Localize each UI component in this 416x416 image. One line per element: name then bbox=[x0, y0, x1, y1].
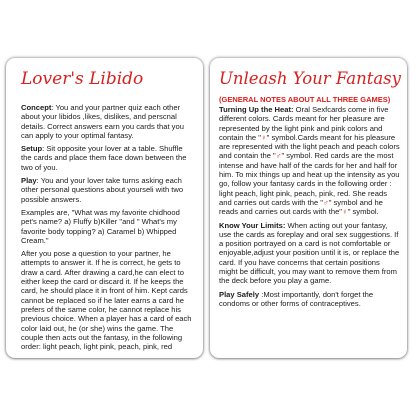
heat-text-2: " symbol.Cards meant for his pleasure are represented with the light peach and peach colors and contain the " bbox=[219, 132, 400, 161]
play-paragraph bbox=[21, 176, 195, 204]
female-symbol-icon: ♀ bbox=[260, 132, 267, 142]
male-symbol-icon: ♂ bbox=[323, 197, 329, 207]
setup-paragraph bbox=[21, 144, 195, 172]
turning-up-heat-paragraph bbox=[219, 105, 400, 217]
setup-text: : Sit opposite your lover at a table. Shuffle the cards and place them face down between the two of you. bbox=[21, 144, 187, 172]
play-label: Play bbox=[21, 176, 37, 186]
limits-label: Know Your Limits: bbox=[219, 220, 286, 230]
setup-label: Setup bbox=[21, 144, 43, 154]
heat-label: Turning Up the Heat: bbox=[219, 105, 294, 114]
play-safely-text: :Most importantly, don't forget the condoms or other forms of contraceptives. bbox=[219, 289, 374, 308]
limits-text: When acting out your fantasy, use the cards as foreplay and oral sex suggestions. If a position portrayed on a card is not comfortable or enjoyable,adjust your position until it is, or replace the card. If you have concerns that certain positions might be difficult, you may want to remove them from the deck before you play a game. bbox=[219, 220, 400, 286]
female-symbol-icon: ♀ bbox=[342, 207, 348, 217]
examples-text: Examples are, "What was my favorite chidhood pet's name? a) Fluffy b)Killer "and " What's my favorite body topping? a) Caramel b) Whipped Cream." bbox=[21, 207, 180, 245]
heat-text-4: " symbol and he reads and carries out cards with the" bbox=[219, 197, 383, 217]
concept-text: : You and your partner quiz each other about your libidos ,likes, dislikes, and perscnal details. Correct answers earn you cards that you can apply to your optimal fantasy. bbox=[21, 103, 184, 140]
card-title: Unleash Your Fantasy bbox=[219, 69, 401, 88]
know-your-limits-paragraph bbox=[219, 221, 400, 286]
concept-label: Concept bbox=[21, 103, 52, 112]
unleash-your-fantasy-card bbox=[210, 58, 407, 358]
play-text: : You and your lover take turns asking each other personal questions about yourseli with two possible answers. bbox=[21, 176, 184, 204]
card-title: Lover's Libido bbox=[21, 69, 144, 89]
heat-text-5: " symbol. bbox=[347, 207, 379, 217]
lovers-libido-card bbox=[6, 58, 203, 358]
rules-text: After you pose a question to your partner, he attempts to answer it. If he is correct, he gets to draw a card. After drawing a card,he can elect to either keep the card or discard it. If he keeps the card, he should place it in front of him. Kept cards cannot be replaced so if he later earns a card he prefers of the same color, he cannot replace his previous choice. When a player has a card of each color laid out, he (or she) wins the game. The couple then acts out the fantasy, in the following order: light peach, light pink, peach, pink, red bbox=[21, 249, 192, 352]
general-notes-heading: (GENERAL NOTES ABOUT ALL THREE GAMES) bbox=[219, 95, 391, 104]
play-safely-paragraph bbox=[219, 290, 400, 309]
play-safely-label: Play Safely bbox=[219, 289, 260, 299]
concept-paragraph bbox=[21, 103, 195, 140]
heat-text-3: " symbol. Red cards are the most intense and have half of the cards for her and half for him. To mix things up and heat up the intensity as you go, follow your fantasy cards in the following order : light peach, light pink, peach, pink, red. She reads and carries out cards with the " bbox=[219, 151, 400, 207]
heat-text-1: Oral Sexfcards come in five different colors. Cards meant for her pleasure are represented by the light pink and pink colors and contain the " bbox=[219, 105, 389, 142]
examples-paragraph bbox=[21, 208, 195, 245]
rules-paragraph bbox=[21, 249, 195, 351]
male-symbol-icon: ♂ bbox=[275, 151, 282, 161]
